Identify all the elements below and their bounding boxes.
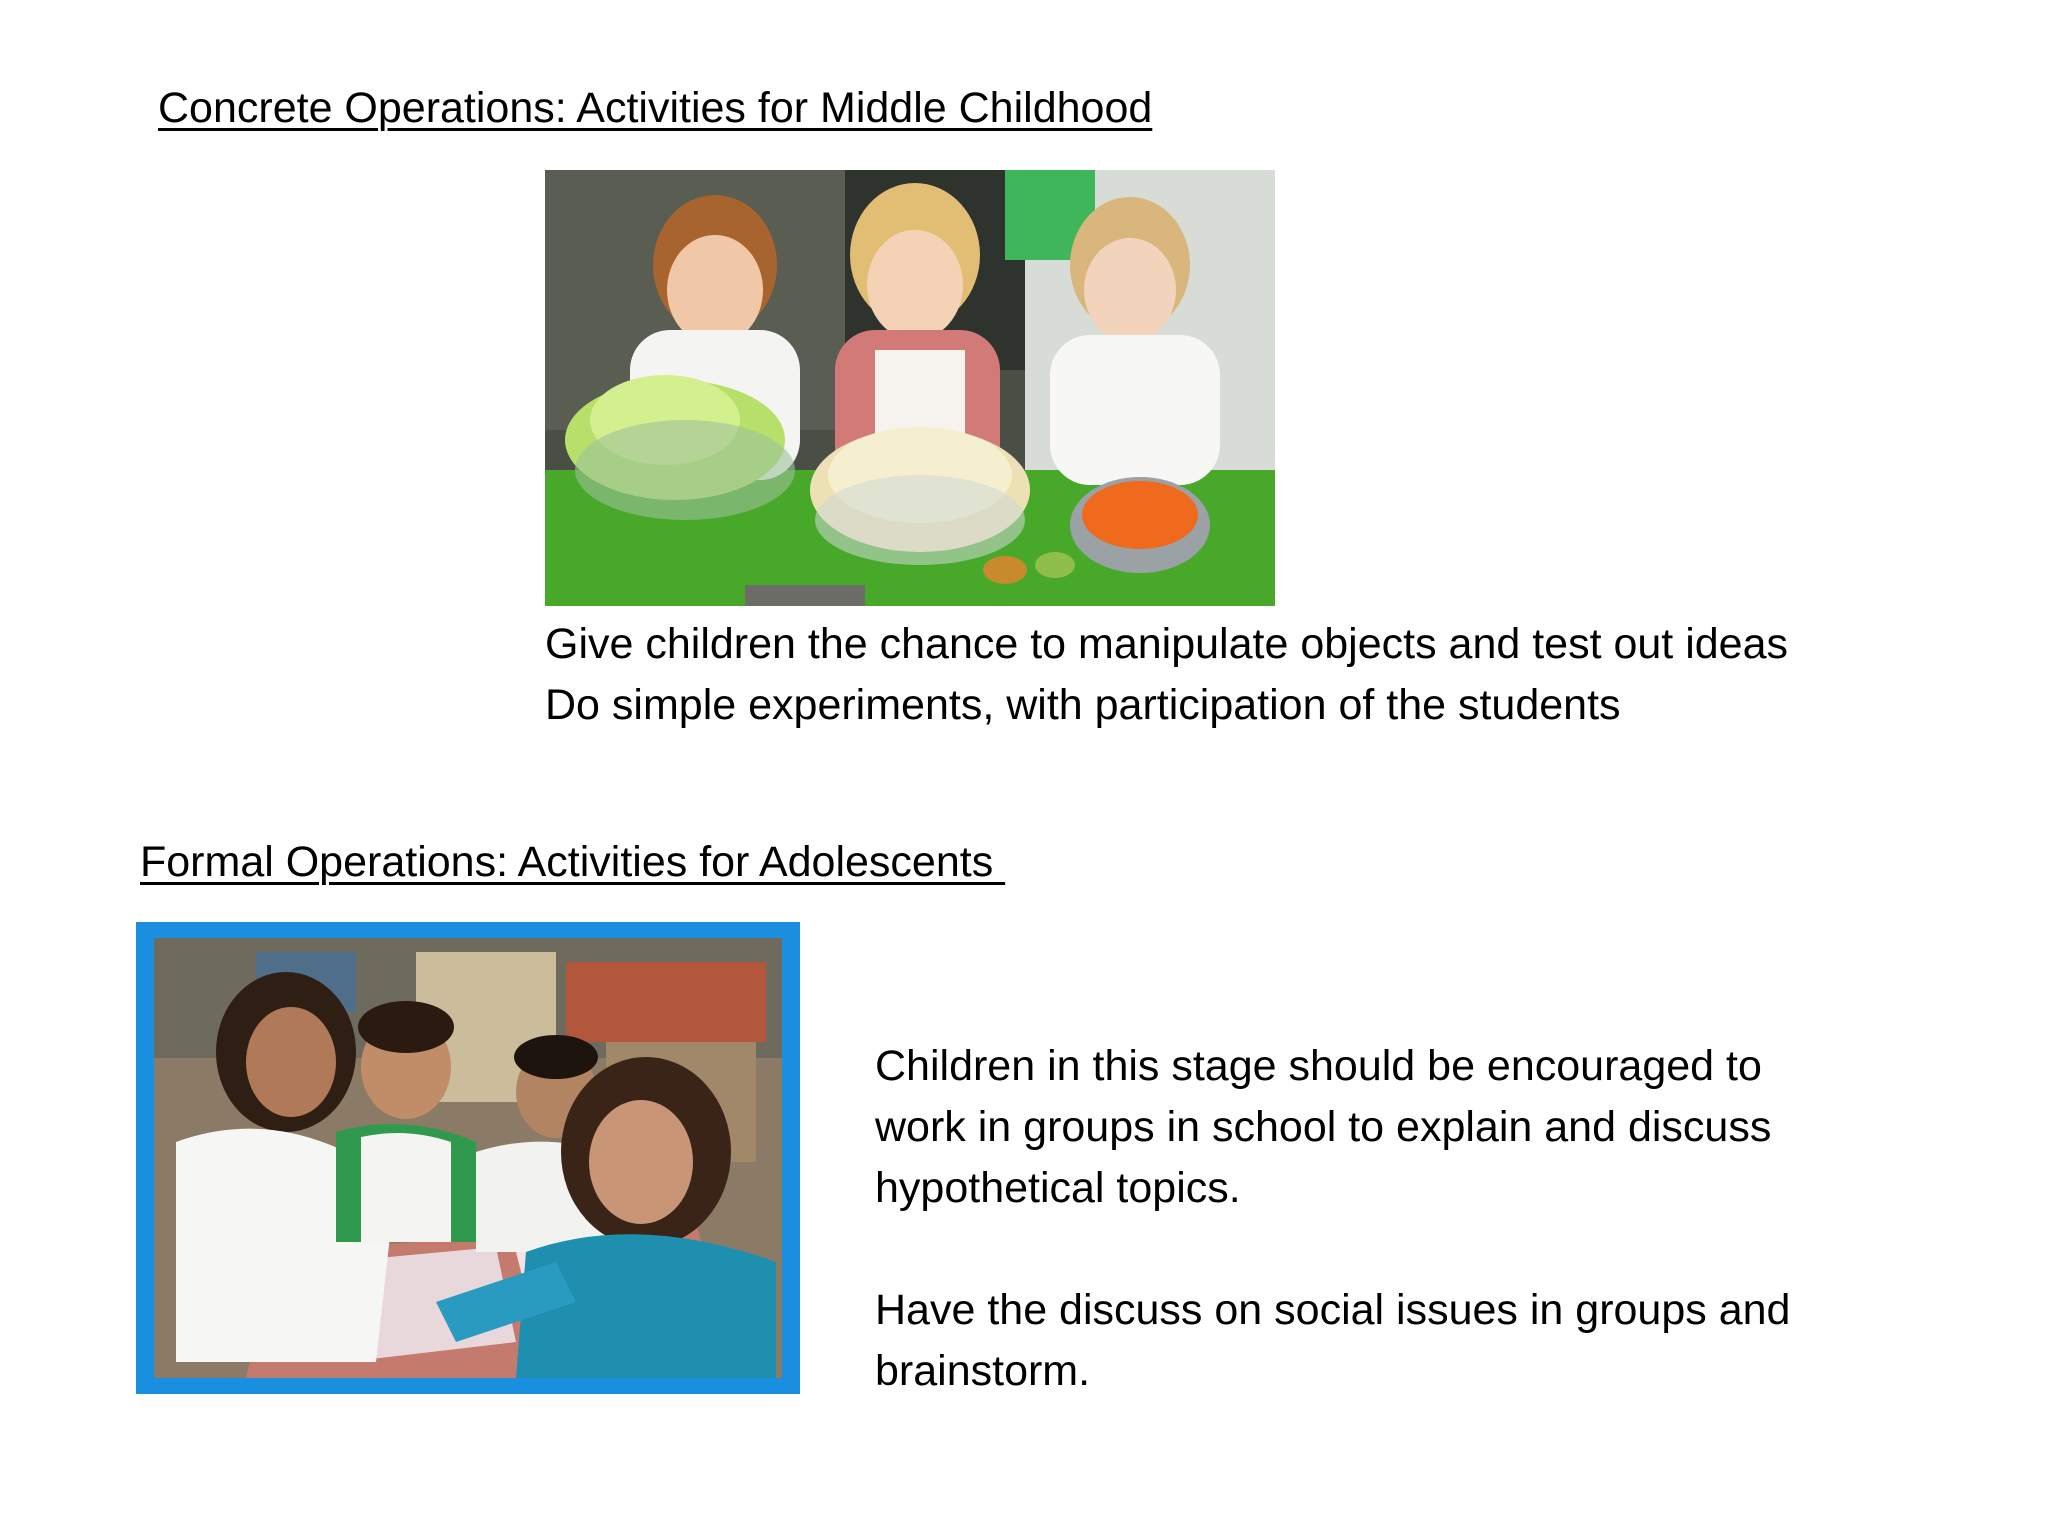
concrete-activity-line: Give children the chance to manipulate objects and test out ideas bbox=[545, 620, 1788, 668]
children-with-food-bowls-photo bbox=[545, 170, 1275, 606]
formal-paragraph-line: Children in this stage should be encouraged to bbox=[875, 1042, 1762, 1090]
concrete-operations-heading: Concrete Operations: Activities for Middle Childhood bbox=[158, 84, 1153, 132]
students-group-work-photo bbox=[136, 922, 800, 1394]
concrete-activities-text bbox=[545, 614, 1788, 736]
concrete-activity-line: Do simple experiments, with participation of the students bbox=[545, 681, 1621, 729]
formal-paragraph-line: work in groups in school to explain and discuss bbox=[875, 1103, 1772, 1151]
formal-activities-text bbox=[875, 1036, 1790, 1402]
paragraph-spacer bbox=[875, 1219, 1790, 1280]
formal-paragraph-line: brainstorm. bbox=[875, 1347, 1091, 1395]
formal-operations-heading: Formal Operations: Activities for Adolescents bbox=[140, 838, 1006, 886]
formal-paragraph-line: hypothetical topics. bbox=[875, 1164, 1241, 1212]
formal-paragraph-line: Have the discuss on social issues in groups and bbox=[875, 1286, 1791, 1334]
